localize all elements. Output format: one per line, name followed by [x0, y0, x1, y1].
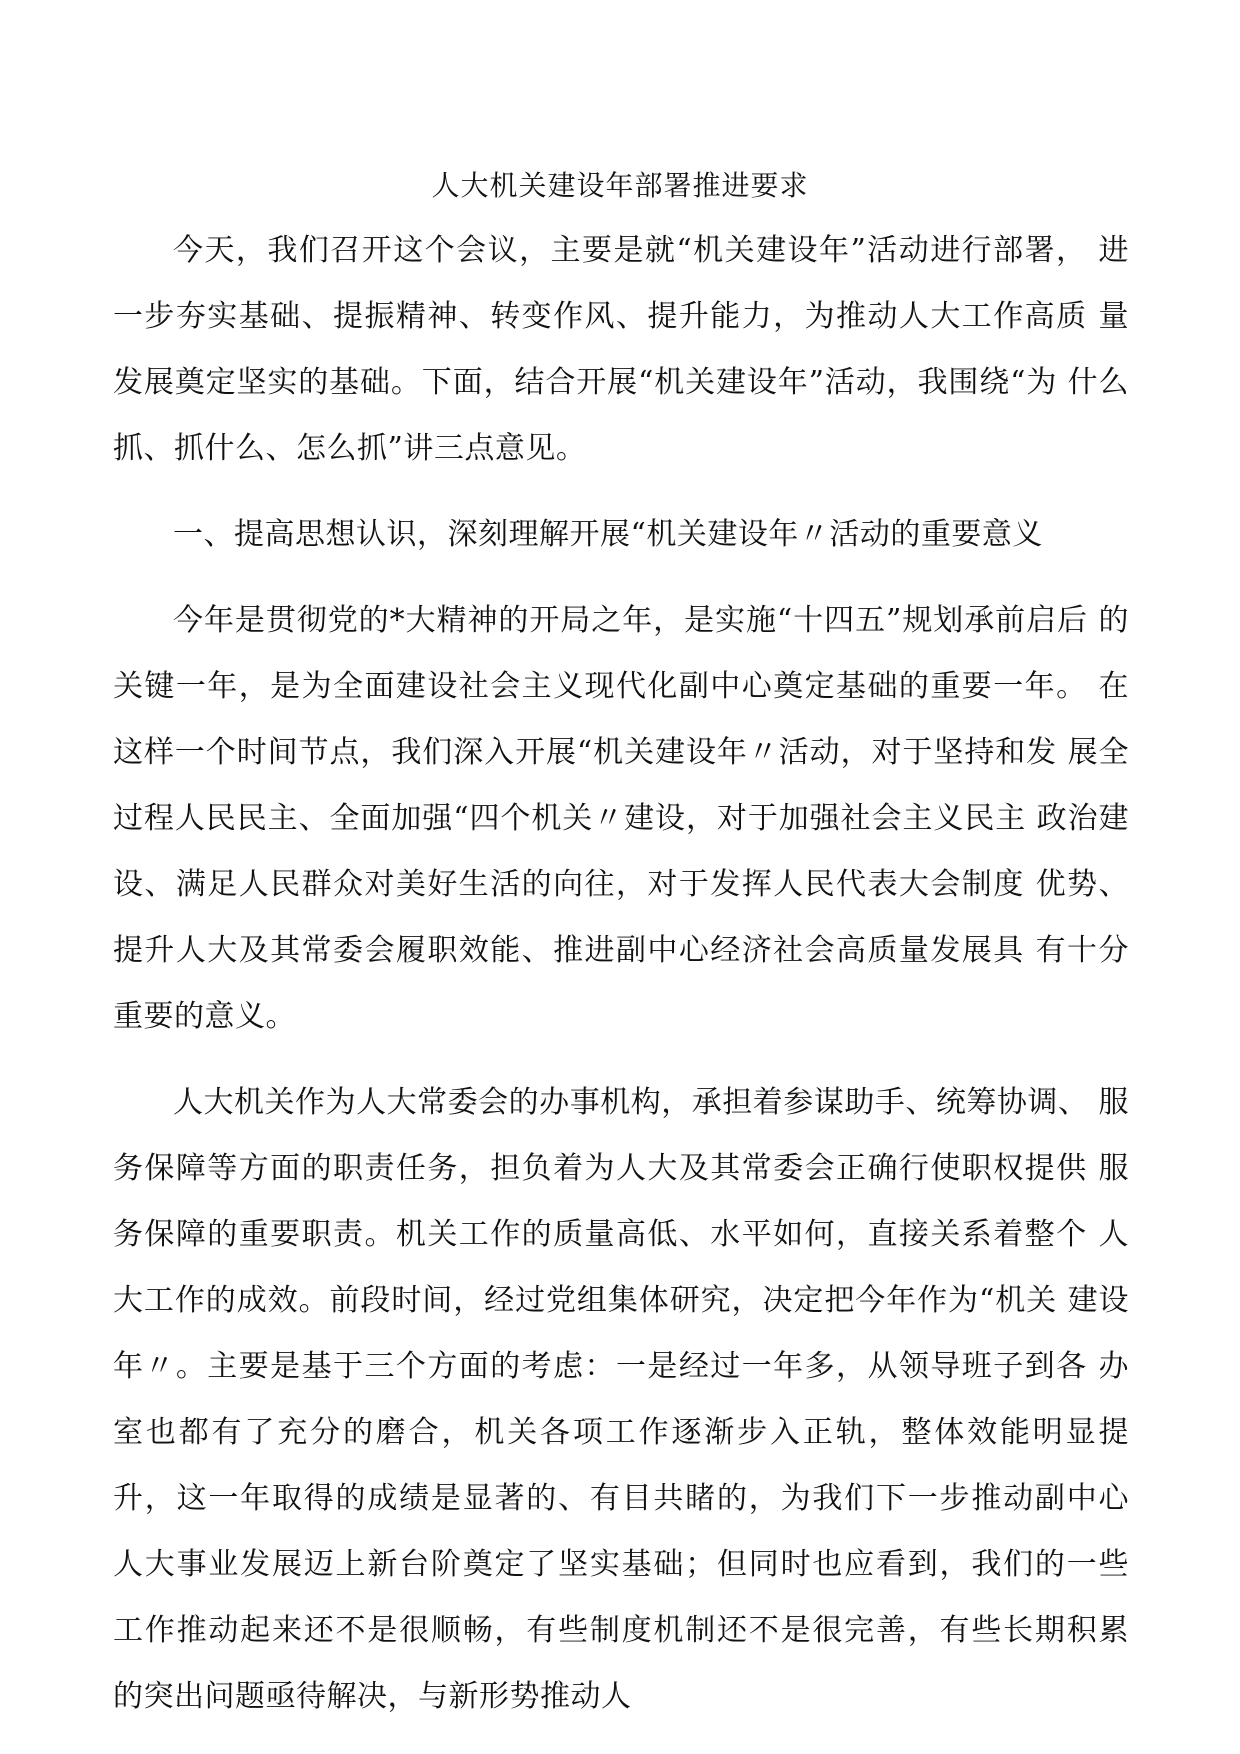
document-title: 人大机关建设年部署推进要求	[431, 169, 809, 202]
intro-paragraph: 今天，我们召开这个会议，主要是就“机关建设年”活动进行部署， 进一步夯实基础、提振精神、转变作风、提升能力，为推动人大工作高质 量发展奠定坚实的基础。下面，结合开展“机关建设年”活动，我围绕“为 什么抓、抓什么、怎么抓”讲三点意见。	[113, 233, 1129, 466]
document-body	[113, 218, 1129, 1730]
section-heading-1: 一、提高思想认识，深刻理解开展“机关建设年〃活动的重要意义	[173, 517, 1043, 552]
body-paragraph-1: 今年是贯彻党的*大精神的开局之年，是实施“十四五”规划承前启后 的关键一年，是为全面建设社会主义现代化副中心奠定基础的重要一年。 在这样一个时间节点，我们深入开展“机关建设年〃活动，对于坚持和发 展全过程人民民主、全面加强“四个机关〃建设，对于加强社会主义民主 政治建设、满足人民群众对美好生活的向往，对于发挥人民代表大会制度 优势、提升人大及其常委会履职效能、推进副中心经济社会高质量发展具 有十分重要的意义。	[113, 603, 1129, 1034]
body-paragraph-2: 人大机关作为人大常委会的办事机构，承担着参谋助手、统筹协调、 服务保障等方面的职责任务，担负着为人大及其常委会正确行使职权提供 服务保障的重要职责。机关工作的质量高低、水平如何，直接关系着整个 人大工作的成效。前段时间，经过党组集体研究，决定把今年作为“机关 建设年〃。主要是基于三个方面的考虑：一是经过一年多，从领导班子到各 办室也都有了充分的磨合，机关各项工作逐渐步入正轨，整体效能明显提 升，这一年取得的成绩是显著的、有目共睹的，为我们下一步推动副中心 人大事业发展迈上新台阶奠定了坚实基础；但同时也应看到，我们的一些 工作推动起来还不是很顺畅，有些制度机制还不是很完善，有些长期积累 的突出问题亟待解决，与新形势推动人	[113, 1085, 1129, 1714]
